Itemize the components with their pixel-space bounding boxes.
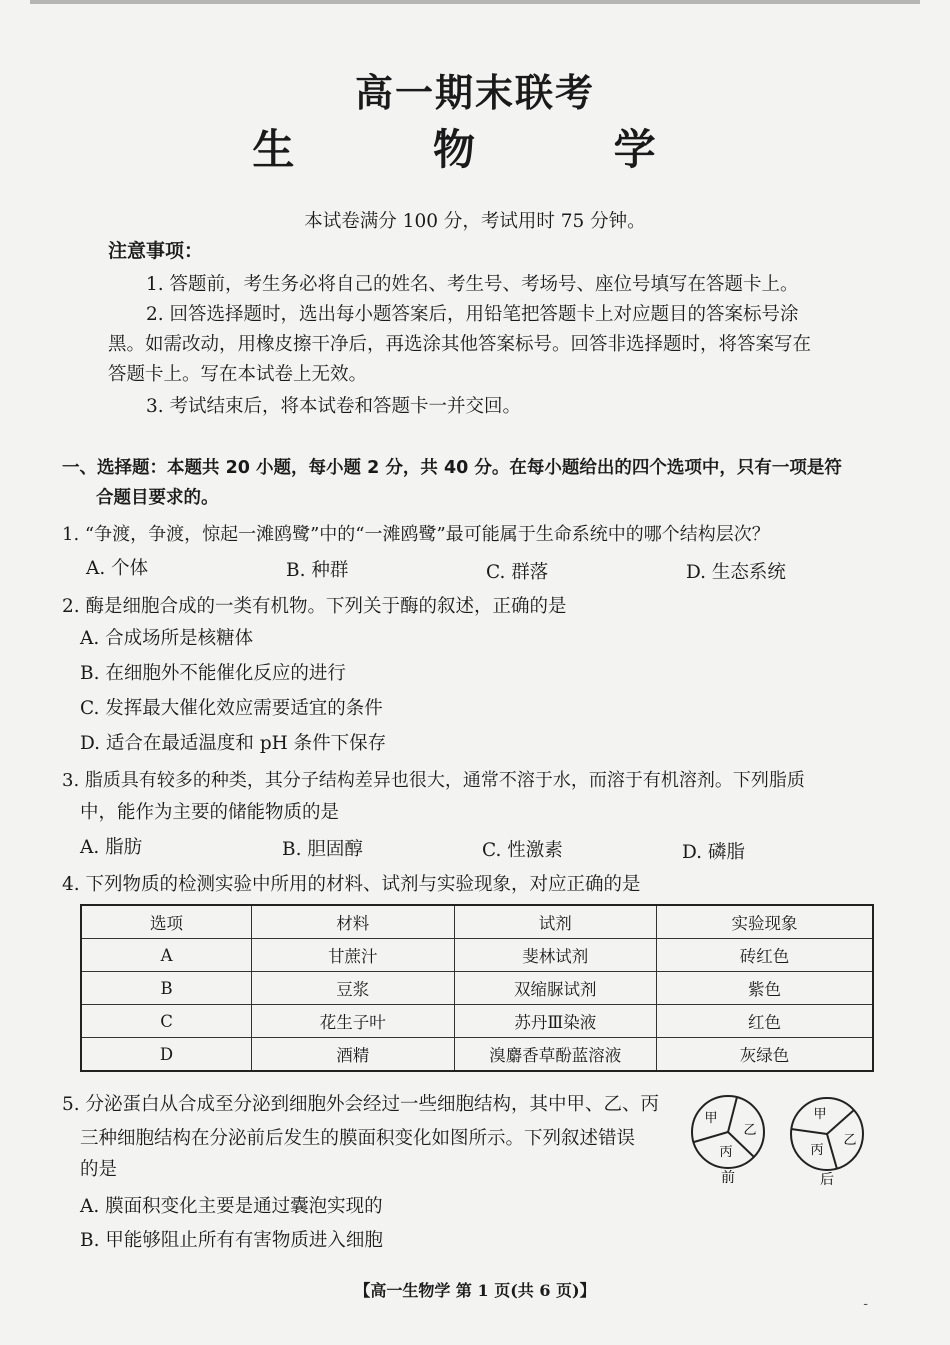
pie-divider [827, 1134, 837, 1169]
table-cell: 紫色 [657, 972, 873, 1005]
table-header-cell: 实验现象 [657, 905, 873, 939]
membrane-area-after-figure [787, 1096, 869, 1190]
question-3-option-a: A. 脂肪 [80, 837, 143, 858]
table-cell: 花生子叶 [252, 1005, 454, 1038]
table-cell: 灰绿色 [657, 1038, 873, 1072]
table-cell: 双缩脲试剂 [454, 972, 656, 1005]
question-2-option-d: D. 适合在最适温度和 pH 条件下保存 [80, 733, 387, 754]
table-cell: 苏丹Ⅲ染液 [454, 1005, 656, 1038]
notice-item-2: 2. 回答选择题时，选出每小题答案后，用铅笔把答题卡上对应题目的答案标号涂 [146, 304, 799, 325]
membrane-area-before-figure [690, 1094, 770, 1186]
table-cell: C [81, 1005, 252, 1038]
subject-title: 生 物 学 [252, 125, 698, 174]
question-2-stem: 2. 酶是细胞合成的一类有机物。下列关于酶的叙述，正确的是 [62, 596, 567, 617]
question-4-stem: 4. 下列物质的检测实验中所用的材料、试剂与实验现象，对应正确的是 [62, 874, 641, 895]
question-5-option-b: B. 甲能够阻止所有有害物质进入细胞 [80, 1230, 383, 1251]
table-cell: 砖红色 [657, 939, 873, 972]
question-5-stem-end: 的是 [80, 1159, 118, 1180]
question-5-stem: 5. 分泌蛋白从合成至分泌到细胞外会经过一些细胞结构，其中甲、乙、丙 [62, 1094, 660, 1115]
scan-mark: - [863, 1296, 868, 1312]
notice-item-2-cont: 黑。如需改动，用橡皮擦干净后，再选涂其他答案标号。回答非选择题时，将答案写在 [108, 334, 812, 355]
pie-divider [694, 1132, 728, 1142]
notice-item-3: 3. 考试结束后，将本试卷和答题卡一并交回。 [146, 396, 522, 417]
pie-label-jia: 甲 [704, 1111, 718, 1126]
question-1-option-a: A. 个体 [86, 558, 149, 579]
pie-label-bing: 丙 [719, 1145, 733, 1160]
pie-label-bing: 丙 [810, 1143, 824, 1158]
question-4-table [80, 904, 874, 1072]
question-3-stem-cont: 中，能作为主要的储能物质的是 [80, 802, 340, 823]
figure-caption-after: 后 [820, 1172, 834, 1188]
table-header-cell: 试剂 [454, 905, 656, 939]
table-cell: 甘蔗汁 [252, 939, 454, 972]
pie-divider [791, 1129, 827, 1134]
section-title-cont: 合题目要求的。 [96, 488, 219, 508]
table-cell: 斐林试剂 [454, 939, 656, 972]
notice-item-2-end: 答题卡上。写在本试卷上无效。 [108, 364, 368, 385]
table-cell: B [81, 972, 252, 1005]
table-cell: 酒精 [252, 1038, 454, 1072]
question-5-stem-cont: 三种细胞结构在分泌前后发生的膜面积变化如图所示。下列叙述错误 [80, 1128, 636, 1149]
table-row [81, 1005, 873, 1038]
question-1-option-d: D. 生态系统 [686, 562, 786, 583]
figure-caption-before: 前 [721, 1170, 735, 1186]
notice-item-1: 1. 答题前，考生务必将自己的姓名、考生号、考场号、座位号填写在答题卡上。 [146, 274, 799, 295]
question-1-option-c: C. 群落 [486, 562, 549, 583]
table-cell: 红色 [657, 1005, 873, 1038]
pie-label-jia: 甲 [813, 1107, 827, 1122]
notice-heading: 注意事项： [108, 240, 204, 262]
question-3-option-b: B. 胆固醇 [282, 839, 363, 860]
question-2-option-c: C. 发挥最大催化效应需要适宜的条件 [80, 698, 383, 719]
exam-intro: 本试卷满分 100 分，考试用时 75 分钟。 [304, 211, 646, 232]
table-header-cell: 选项 [81, 905, 252, 939]
question-1-option-b: B. 种群 [286, 560, 349, 581]
question-2-option-b: B. 在细胞外不能催化反应的进行 [80, 663, 346, 684]
table-cell: 豆浆 [252, 972, 454, 1005]
pie-label-yi: 乙 [743, 1123, 757, 1138]
pie-divider [728, 1097, 737, 1132]
table-header-row [81, 905, 873, 939]
question-3-option-d: D. 磷脂 [682, 842, 745, 863]
pie-divider [827, 1110, 854, 1134]
scan-edge [30, 0, 920, 4]
question-5-option-a: A. 膜面积变化主要是通过囊泡实现的 [80, 1196, 383, 1217]
exam-title: 高一期末联考 [354, 70, 595, 115]
question-3-stem: 3. 脂质具有较多的种类，其分子结构差异也很大，通常不溶于水，而溶于有机溶剂。下列脂质 [62, 770, 805, 791]
question-1-stem: 1. “争渡，争渡，惊起一滩鸥鹭”中的“一滩鸥鹭”最可能属于生命系统中的哪个结构层次？ [62, 524, 770, 545]
table-cell: D [81, 1038, 252, 1072]
table-row [81, 1038, 873, 1072]
page-footer: 【高一生物学 第 1 页(共 6 页)】 [354, 1281, 596, 1300]
pie-label-yi: 乙 [843, 1133, 857, 1148]
section-title: 一、选择题：本题共 20 小题，每小题 2 分，共 40 分。在每小题给出的四个选项中，只有一项是符 [62, 458, 842, 478]
question-3-option-c: C. 性激素 [482, 840, 563, 861]
table-row [81, 939, 873, 972]
table-cell: A [81, 939, 252, 972]
table-header-cell: 材料 [252, 905, 454, 939]
table-cell: 溴麝香草酚蓝溶液 [454, 1038, 656, 1072]
table-row [81, 972, 873, 1005]
question-2-option-a: A. 合成场所是核糖体 [80, 628, 254, 649]
